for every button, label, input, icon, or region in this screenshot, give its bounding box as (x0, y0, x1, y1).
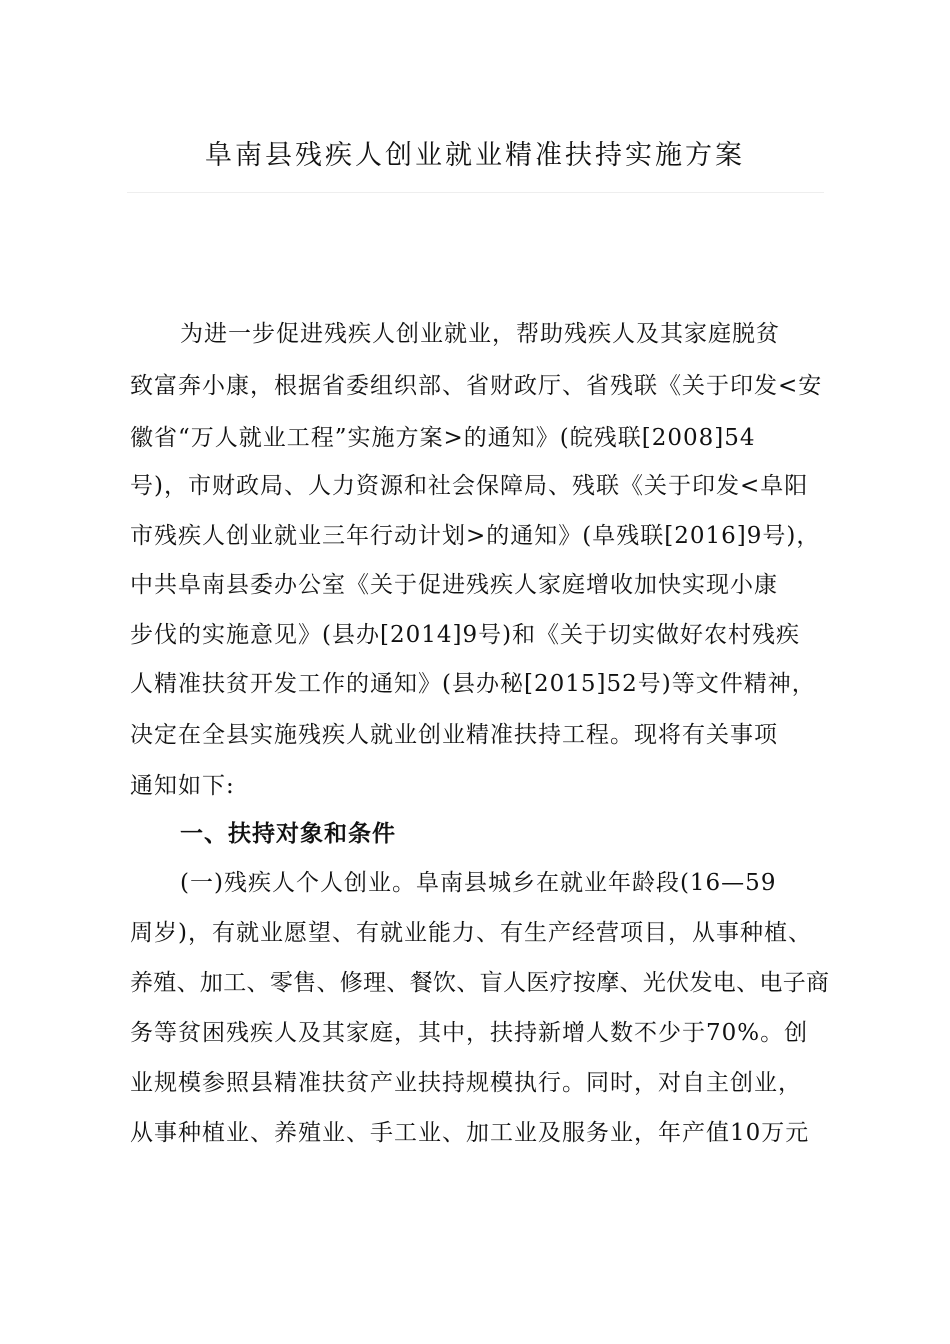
paragraph-line: (一)残疾人个人创业。阜南县城乡在就业年龄段(16—59 (180, 870, 777, 896)
paragraph-line: 号)，市财政局、人力资源和社会保障局、残联《关于印发<阜阳 (130, 473, 809, 499)
document-title: 阜南县残疾人创业就业精准扶持实施方案 (205, 140, 745, 171)
paragraph-line: 养殖、加工、零售、修理、餐饮、盲人医疗按摩、光伏发电、电子商 (130, 970, 830, 996)
paragraph-line: 通知如下: (130, 773, 235, 799)
section-heading: 一、扶持对象和条件 (180, 821, 396, 847)
paragraph-line: 徽省“万人就业工程”实施方案>的通知》(皖残联[2008]54 (130, 425, 756, 451)
title-divider (127, 192, 824, 193)
paragraph-line: 周岁)，有就业愿望、有就业能力、有生产经营项目，从事种植、 (130, 920, 812, 946)
paragraph-line: 从事种植业、养殖业、手工业、加工业及服务业，年产值10万元 (130, 1120, 810, 1146)
paragraph-line: 致富奔小康，根据省委组织部、省财政厅、省残联《关于印发<安 (130, 373, 823, 399)
paragraph-line: 业规模参照县精准扶贫产业扶持规模执行。同时，对自主创业， (130, 1070, 802, 1096)
paragraph-line: 中共阜南县委办公室《关于促进残疾人家庭增收加快实现小康 (130, 572, 778, 598)
paragraph-line: 决定在全县实施残疾人就业创业精准扶持工程。现将有关事项 (130, 722, 778, 748)
paragraph-line: 务等贫困残疾人及其家庭，其中，扶持新增人数不少于70%。创 (130, 1020, 809, 1046)
paragraph-line: 人精准扶贫开发工作的通知》(县办秘[2015]52号)等文件精神， (130, 671, 816, 697)
paragraph-line: 步伐的实施意见》(县办[2014]9号)和《关于切实做好农村残疾 (130, 622, 801, 648)
paragraph-line: 为进一步促进残疾人创业就业，帮助残疾人及其家庭脱贫 (180, 321, 780, 347)
paragraph-line: 市残疾人创业就业三年行动计划>的通知》(阜残联[2016]9号)， (130, 523, 821, 549)
